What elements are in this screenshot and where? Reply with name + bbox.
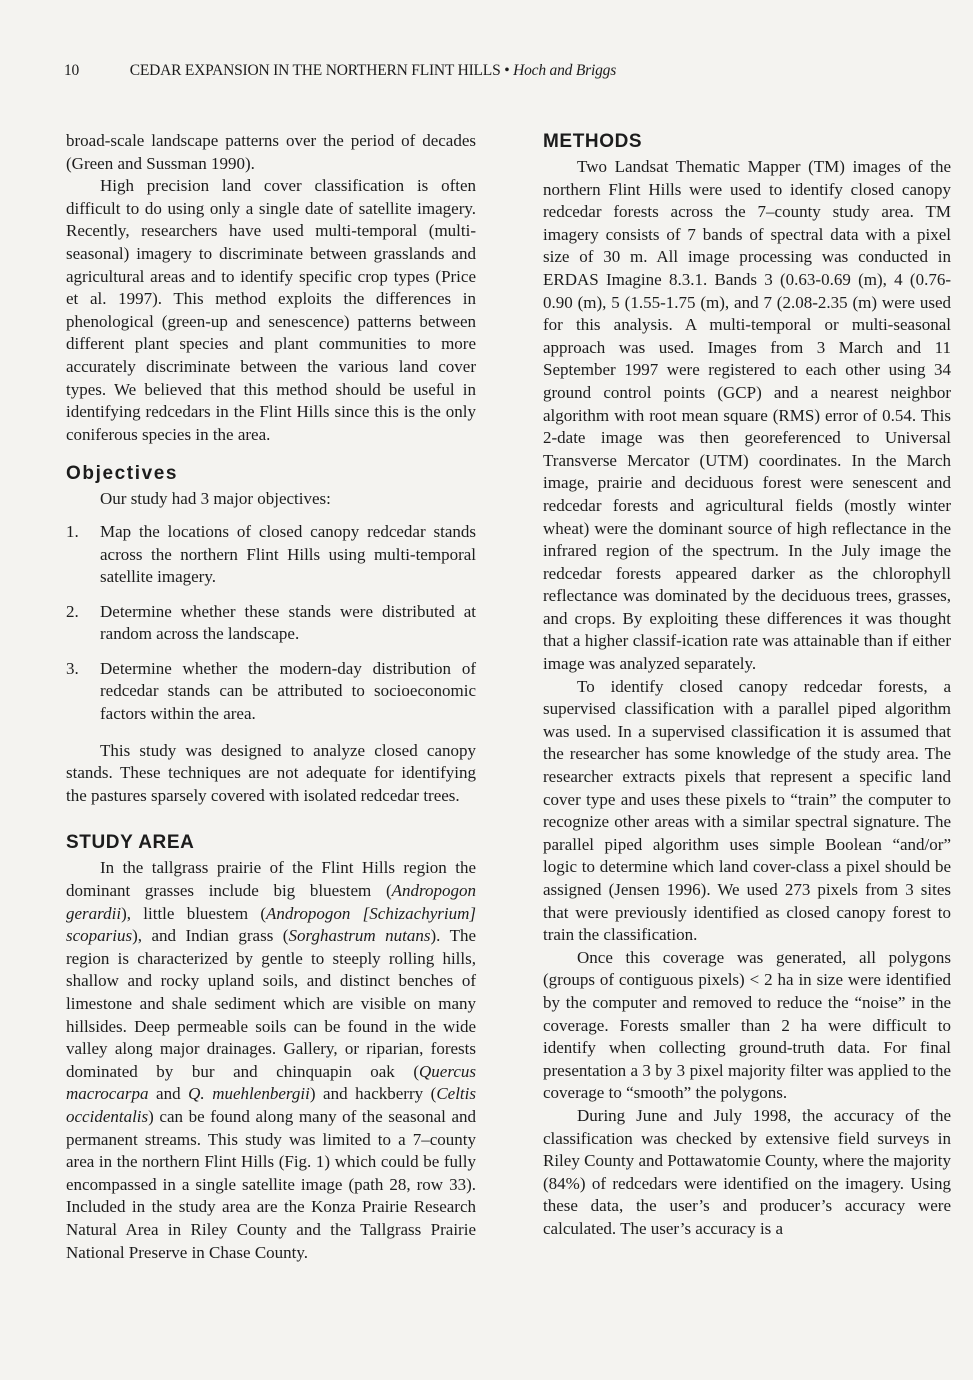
species-name: Andropogon gerardii bbox=[66, 881, 476, 923]
objectives-list bbox=[66, 521, 476, 726]
objective-number: 3. bbox=[66, 658, 79, 678]
intro-paragraph-continued: broad-scale landscape patterns over the period of decades (Green and Sussman 1990). bbox=[66, 131, 476, 173]
species-name: Quercus macrocarpa bbox=[66, 1061, 476, 1104]
objective-item bbox=[66, 521, 476, 589]
study-area-paragraph: In the tallgrass prairie of the Flint Hills region the dominant grasses include big bluestem (Andropogon gerardii), little bluestem (Andropogon [Schizachyrium] scoparius), and Indian grass (Sorghastrum nutans). The region is characterized by gentle to steeply rolling hills, shallow and rocky upland soils, and distinct benches of limestone and shale sediment which are visible on many hillsides. Deep permeable soils can be found in the wide valley along major drainages. Gallery, or riparian, forests dominated by bur and chinquapin oak (Quercus macrocarpa and Q. muehlenbergii) and hackberry (Celtis occidentalis) can be found along many of the seasonal and permanent streams. This study was limited to a 7–county area in the northern Flint Hills (Fig. 1) which could be fully encompassed in a single satellite image (path 28, row 33). Included in the study area are the Konza Prairie Research Natural Area in Riley County and the Tallgrass Prairie National Preserve in Chase County. bbox=[66, 858, 476, 1262]
study-area-heading: STUDY AREA bbox=[66, 832, 195, 854]
species-name: Celtis occidentalis bbox=[66, 1084, 476, 1126]
species-name: Q. muehlenbergii bbox=[188, 1084, 310, 1104]
methods-paragraph: To identify closed canopy redcedar forests, a supervised classification with a parallel piped algorithm was used. In a supervised classification it is assumed that the researcher has some knowledge of the study area. The researcher extracts pixels that represent a specific land cover type and uses these pixels to “train” the computer to recognize other areas with a similar spectral signature. The parallel piped algorithm uses simple Boolean “and/or” logic to determine which land cover-class a pixel should be assigned (Jensen 1996). We used 273 pixels from 3 sites that were previously identified as closed canopy forest to train the classification. bbox=[543, 676, 951, 945]
page-number: 10 bbox=[64, 62, 80, 79]
objective-text: Determine whether these stands were distributed at random across the landscape. bbox=[100, 601, 476, 644]
objectives-heading: Objectives bbox=[66, 463, 179, 485]
intro-paragraph: High precision land cover classification is often difficult to do using only a single date of satellite imagery. Recently, researchers have used multi-temporal (multi-seasonal) imagery to discriminate between grasslands and agricultural areas and to identify specific crop types (Price et al. 1997). This method exploits the differences in phenological (green-up and senescence) patterns between different plant species and plant communities to more accurately discriminate between the various land cover types. We believed that this method should be useful in identifying redcedars in the Flint Hills since this is the only coniferous species in the area. bbox=[66, 176, 476, 444]
right-column bbox=[543, 130, 951, 1241]
methods-paragraph: During June and July 1998, the accuracy of the classification was checked by extensive field surveys in Riley County and Pottawatomie County, where the majority (84%) of redcedars were identified on the imagery. Using these data, the user’s and producer’s accuracy were calculated. The user’s accuracy is a bbox=[543, 1105, 951, 1238]
objective-item bbox=[66, 601, 476, 646]
running-authors: Hoch and Briggs bbox=[513, 62, 617, 79]
objective-number: 2. bbox=[66, 601, 79, 621]
methods-paragraph: Two Landsat Thematic Mapper (TM) images of the northern Flint Hills were used to identify closed canopy redcedar forests across the 7–county study area. TM imagery consists of 7 bands of spectral data with a pixel size of 30 m. All image processing was conducted in ERDAS Imagine 8.3.1. Bands 3 (0.63-0.69 (m), 4 (0.76-0.90 (m), 5 (1.55-1.75 (m), and 7 (2.08-2.35 (m) were used for this analysis. A multi-temporal or multi-seasonal approach was used. Images from 3 March and 11 September 1997 were registered to each other using 34 ground control points (GCP) and a nearest neighbor algorithm with root mean square (RMS) error of 0.54. This 2-date image was then georeferenced to Universal Transverse Mercator (UTM) coordinates. In the March image, prairie and deciduous forest were senescent and redcedar forests and agricultural fields (mostly winter wheat) were the dominant source of high reflectance in the infrared region of the spectrum. In the July image the redcedar forests appeared darker as the chlorophyll reflectance was dominated by the deciduous trees, grasses, and crops. By exploiting these differences it was thought that a higher classif-ication rate was attainable than if either image was analyzed separately. bbox=[543, 157, 951, 674]
objectives-intro: Our study had 3 major objectives: bbox=[100, 489, 331, 509]
left-column bbox=[66, 130, 476, 1264]
objective-number: 1. bbox=[66, 521, 79, 541]
header-separator: • bbox=[504, 62, 510, 79]
running-header bbox=[64, 62, 944, 80]
species-name: Andropogon [Schizachyrium] scoparius bbox=[66, 903, 476, 946]
objective-text: Map the locations of closed canopy redcedar stands across the northern Flint Hills using multi-temporal satellite imagery. bbox=[100, 521, 476, 587]
methods-heading: METHODS bbox=[543, 131, 643, 152]
objective-item bbox=[66, 658, 476, 726]
objective-text: Determine whether the modern-day distribution of redcedar stands can be attributed to socioeconomic factors within the area. bbox=[100, 658, 476, 724]
species-name: Sorghastrum nutans bbox=[288, 926, 431, 946]
methods-paragraph: Once this coverage was generated, all polygons (groups of contiguous pixels) < 2 ha in size were identified by the computer and removed to reduce the “noise” in the coverage. Forests smaller than 2 ha were difficult to identify when collecting ground-truth data. For final presentation a 3 by 3 pixel majority filter was applied to the coverage to “smooth” the polygons. bbox=[543, 947, 951, 1103]
objectives-note: This study was designed to analyze closed canopy stands. These techniques are not adequate for identifying the pastures sparsely covered with isolated redcedar trees. bbox=[66, 740, 476, 805]
running-title: CEDAR EXPANSION IN THE NORTHERN FLINT HILLS bbox=[129, 62, 501, 79]
